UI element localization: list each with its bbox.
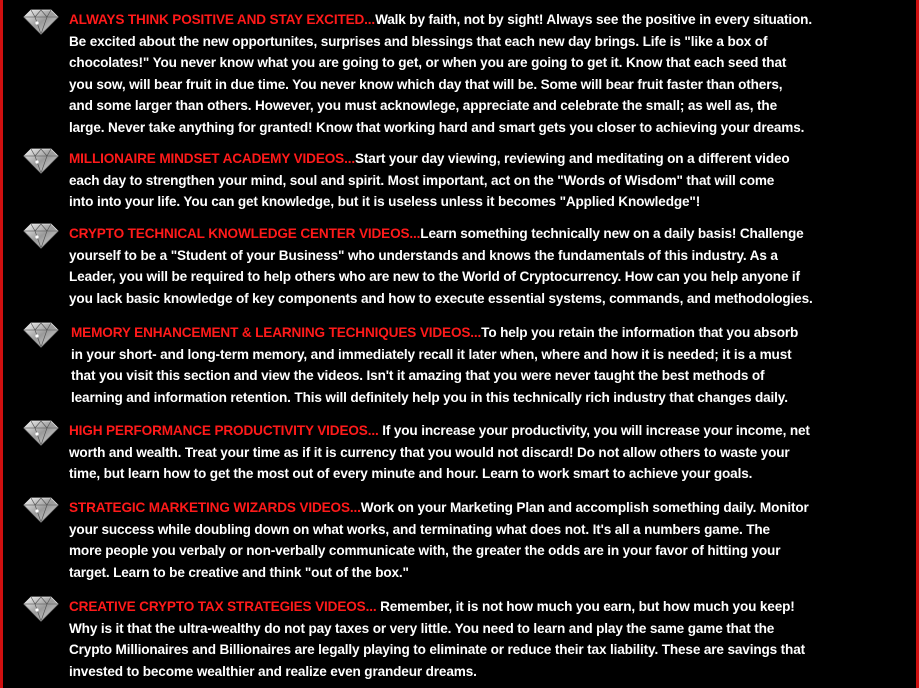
item-body: Work on your Marketing Plan and accomplish something daily. Monitor your success while doubling down on what works, and terminating what does not. It's all a numbers game. The more people you verbaly or non-verbally communicate with, the greater the odds are in your favor of hitting your target. Learn to be creative and think "out of the box." bbox=[69, 500, 809, 580]
diamond-icon bbox=[22, 223, 60, 249]
item-body: Start your day viewing, reviewing and meditating on a different video each day to strengthen your mind, soul and spirit. Most important, act on the "Words of Wisdom" that will come into into your life. You can get knowledge, but it is useless unless it becomes "Applied Knowledge"! bbox=[69, 151, 790, 210]
item-body: Remember, it is not how much you earn, but how much you keep! Why is it that the ultra-wealthy do not pay taxes or very little. You need to learn and play the same game that the Crypto Millionaires and Billionaires are legally playing to eliminate or reduce their tax liability. These are savings that invested to become wealthier and realize even grandeur dreams. bbox=[69, 599, 805, 679]
item-body: Walk by faith, not by sight! Always see the positive in every situation. Be excited about the new opportunites, surprises and blessings that each new day brings. Life is "like a box of chocolates!" You never know what you are going to get, or when you are going to get it. Know that each seed that you sow, will bear fruit in due time. You never know which day that will be. Some will bear fruit faster than others, and some larger than others. However, you must acknowlege, appreciate and celebrate the small; as well as, the large. Never take anything for granted! Know that working hard and smart gets you closer to achieving your dreams. bbox=[69, 12, 812, 135]
diamond-icon bbox=[22, 9, 60, 35]
diamond-icon bbox=[22, 322, 60, 348]
diamond-icon bbox=[22, 420, 60, 446]
item-text bbox=[69, 148, 895, 213]
item-heading: MEMORY ENHANCEMENT & LEARNING TECHNIQUES VIDEOS... bbox=[71, 325, 482, 340]
diamond-icon bbox=[22, 148, 60, 174]
item-heading: HIGH PERFORMANCE PRODUCTIVITY VIDEOS... bbox=[69, 423, 379, 438]
item-heading: STRATEGIC MARKETING WIZARDS VIDEOS... bbox=[69, 500, 361, 515]
item-heading: CREATIVE CRYPTO TAX STRATEGIES VIDEOS... bbox=[69, 599, 377, 614]
item-heading: ALWAYS THINK POSITIVE AND STAY EXCITED... bbox=[69, 12, 376, 27]
item-text bbox=[69, 497, 895, 583]
item-heading: CRYPTO TECHNICAL KNOWLEDGE CENTER VIDEOS... bbox=[69, 226, 421, 241]
item-text bbox=[69, 420, 895, 485]
item-body: If you increase your productivity, you will increase your income, net worth and wealth. Treat your time as if it is currency that you would not discard! Do not allow others to waste your time, but learn how to get the most out of every minute and hour. Learn to work smart to achieve your goals. bbox=[69, 423, 810, 482]
item-text bbox=[69, 9, 895, 139]
item-heading: MILLIONAIRE MINDSET ACADEMY VIDEOS... bbox=[69, 151, 355, 166]
item-body: Learn something technically new on a daily basis! Challenge yourself to be a "Student of your Business" who understands and knows the fundamentals of this industry. As a Leader, you will be required to help others who are new to the World of Cryptocurrency. How can you help anyone if you lack basic knowledge of key components and how to execute essential systems, commands, and methodologies. bbox=[69, 226, 813, 306]
item-body: To help you retain the information that you absorb in your short- and long-term memory, and immediately recall it later when, where and how it is needed; it is a must that you visit this section and view the videos. Isn't it amazing that you were never taught the best methods of learning and information retention. This will definitely help you in this technically rich industry that changes daily. bbox=[71, 325, 799, 405]
item-text bbox=[69, 596, 895, 682]
item-text bbox=[71, 322, 895, 408]
item-text bbox=[69, 223, 895, 309]
diamond-icon bbox=[22, 497, 60, 523]
diamond-icon bbox=[22, 596, 60, 622]
